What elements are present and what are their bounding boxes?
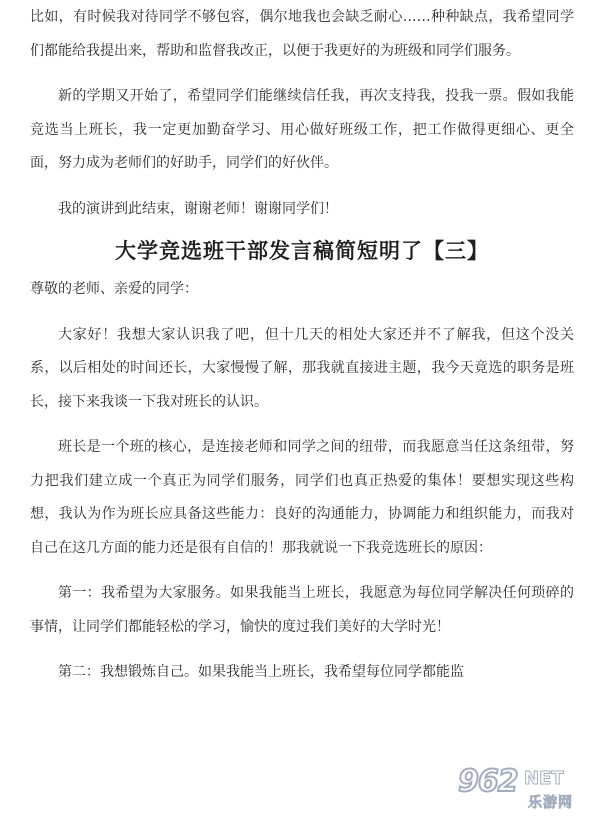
salutation: 尊敬的老师、亲爱的同学： [30,281,198,297]
paragraph-1: 比如，有时候我对待同学不够包容，偶尔地我也会缺乏耐心……种种缺点，我希望同学们都能给我提出来，帮助和监督我改正，以便于我更好的为班级和同学们服务。 [30,9,574,59]
paragraph-6: 班长是一个班的核心，是连接老师和同学之间的纽带，而我愿意当任这条纽带，努力把我们建立成一个真正为同学们服务，同学们也真正热爱的集体！要想实现这些构想，我认为作为班长应具备这些能力：良好的沟通能力，协调能力和组织能力，而我对自己在这几方面的能力还是很有自信的！那我就说一下我竞选班长的原因： [30,439,574,556]
paragraph-8: 第二：我想锻炼自己。如果我能当上班长，我希望每位同学都能监 [58,664,464,680]
paragraph-3: 我的演讲到此结束，谢谢老师！谢谢同学们！ [58,200,338,217]
watermark-number: 962 [458,764,518,799]
site-watermark-logo [458,764,590,816]
paragraph-5: 大家好！我想大家认识我了吧，但十几天的相处大家还并不了解我，但这个没关系，以后相处的时间还长，大家慢慢了解，那我就直接进主题，我今天竟选的职务是班长，接下来我谈一下我对班长的认识。 [30,326,574,410]
watermark-net: NET [524,768,564,789]
article-section-title: 大学竞选班干部发言稿简短明了【三】 [115,239,489,263]
watermark-site-name: 乐游网 [528,795,573,811]
paragraph-7: 第一：我希望为大家服务。如果我能当上班长，我愿意为每位同学解决任何琐碎的事情，让同学们都能轻松的学习，愉快的度过我们美好的大学时光！ [30,585,574,635]
paragraph-2: 新的学期又开始了，希望同学们能继续信任我，再次支持我，投我一票。假如我能竞选当上班长，我一定更加勤奋学习、用心做好班级工作，把工作做得更细心、更全面，努力成为老师们的好助手，同学们的好伙伴。 [30,88,574,171]
